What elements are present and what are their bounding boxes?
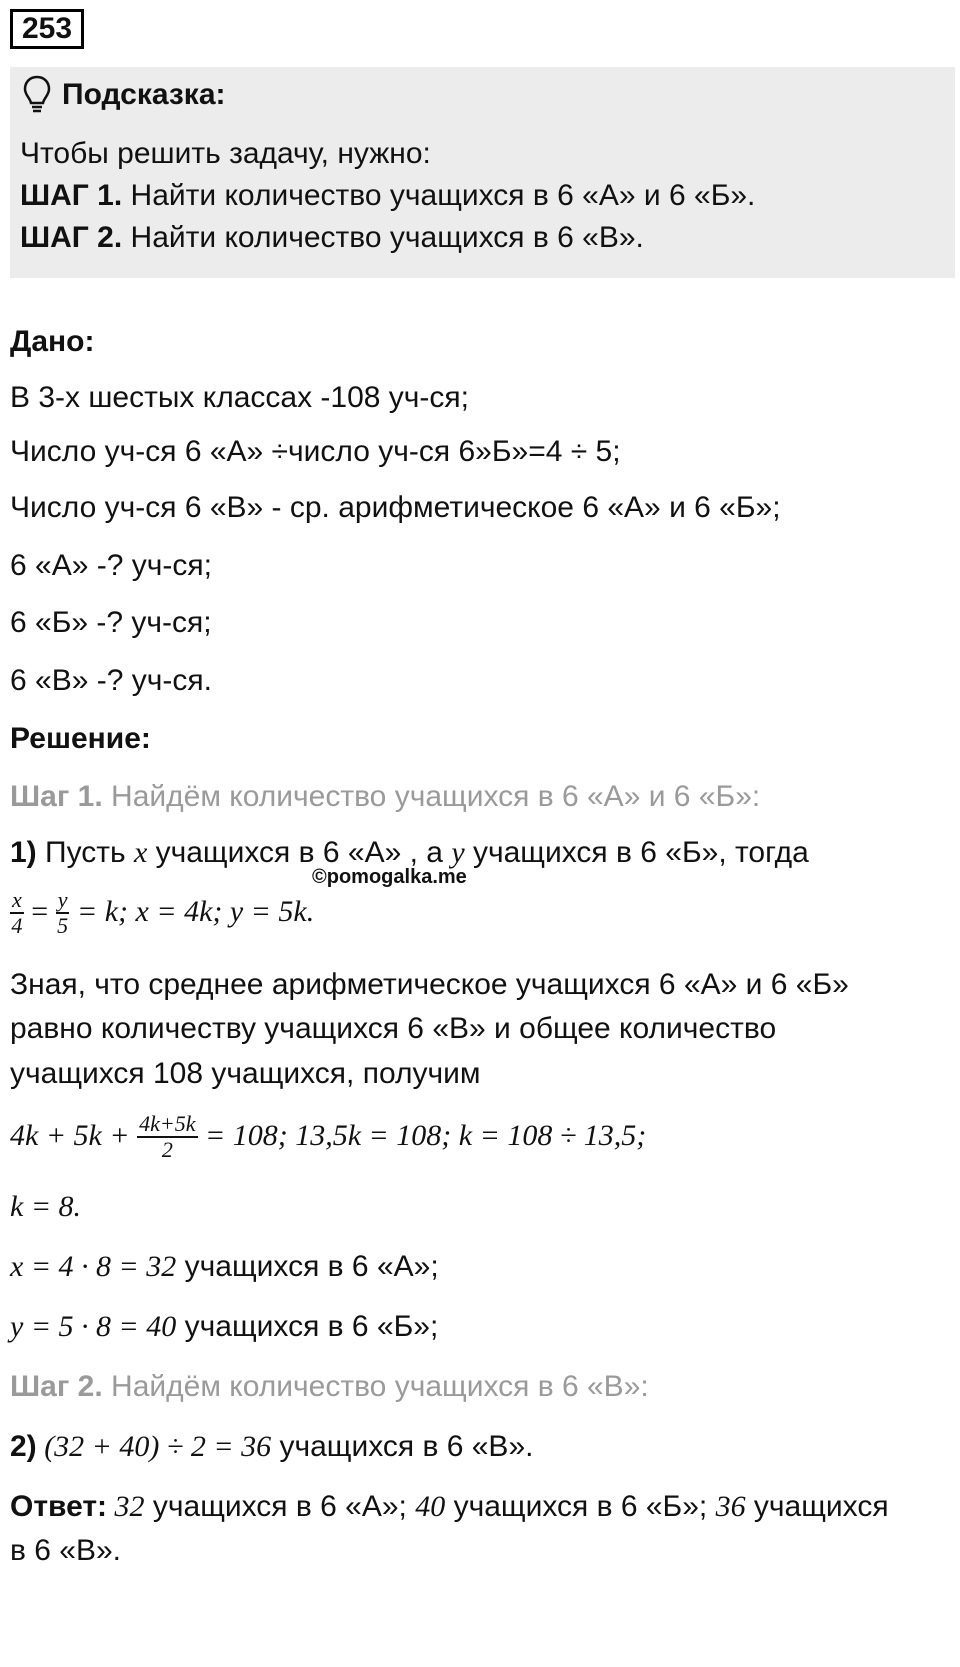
equation-1: $\frac{x}{4}$ = $\frac{y}{5}$ = k; x = 4k; y = 5k. (11, 887, 315, 938)
fraction-x-over-4: $\frac{x}{4}$ (11, 887, 23, 938)
text-line-c: учащихся 108 учащихся, получим (10, 1057, 481, 1090)
equation-2: 4k + 5k + $\frac{4k+5k}{2}$ = 108; 13,5k = 108; k = 108 ÷ 13,5; (10, 1111, 647, 1162)
text-line-b: равно количеству учащихся 6 «В» и общее количество (10, 1012, 777, 1045)
hint-title: Подсказка: (62, 78, 226, 111)
answer-line-2: в 6 «В». (10, 1534, 122, 1567)
lightbulb-icon (22, 75, 52, 115)
solution-p2: 2) (32 + 40) ÷ 2 = 36 учащихся в 6 «В». (10, 1430, 534, 1463)
hint-step2-label: ШАГ 2. (20, 221, 123, 254)
equation-4: x = 4 · 8 = 32 учащихся в 6 «А»; (10, 1250, 439, 1283)
solution-title: Решение: (10, 722, 151, 755)
fraction-y-over-5: $\frac{y}{5}$ (57, 887, 69, 938)
hint-step1 (20, 179, 755, 213)
solution-step2 (10, 1370, 649, 1404)
hint-step1-text: Найти количество учащихся в 6 «А» и 6 «Б». (122, 179, 756, 212)
hint-intro: Чтобы решить задачу, нужно: (20, 137, 431, 170)
given-line-3: Число уч-ся 6 «В» - ср. арифметическое 6 «А» и 6 «Б»; (10, 491, 781, 524)
solution-step2-label: Шаг 2. (10, 1370, 103, 1403)
given-title: Дано: (10, 325, 95, 358)
given-line-6: 6 «В» -? уч-ся. (10, 664, 212, 697)
answer-label: Ответ: (10, 1490, 108, 1523)
given-line-1: В 3-х шестых классах -108 уч-ся; (10, 381, 469, 414)
solution-step1-label: Шаг 1. (10, 780, 103, 813)
solution-step1 (10, 780, 760, 814)
solution-step2-text: Найдём количество учащихся в 6 «В»: (102, 1370, 649, 1403)
given-line-4: 6 «А» -? уч-ся; (10, 549, 212, 582)
given-line-5: 6 «Б» -? уч-ся; (10, 606, 212, 639)
hint-step2-text: Найти количество учащихся в 6 «В». (122, 221, 644, 254)
equation-3: k = 8. (10, 1190, 82, 1223)
fraction-sum-over-2: $\frac{4k+5k}{2}$ (139, 1111, 196, 1162)
watermark: ©pomogalka.me (312, 866, 467, 888)
task-number: 253 (10, 9, 84, 49)
hint-step2 (20, 221, 644, 255)
equation-5: y = 5 · 8 = 40 учащихся в 6 «Б»; (10, 1310, 439, 1343)
hint-box (10, 67, 955, 278)
hint-step1-label: ШАГ 1. (20, 179, 123, 212)
given-line-2: Число уч-ся 6 «А» ÷число уч-ся 6»Б»=4 ÷ 5; (10, 435, 621, 468)
text-line-a: Зная, что среднее арифметическое учащихся 6 «А» и 6 «Б» (10, 968, 849, 1001)
answer-line: Ответ: 32 учащихся в 6 «А»; 40 учащихся в 6 «Б»; 36 учащихся (10, 1490, 889, 1523)
solution-p1: 1) Пусть x учащихся в 6 «А» , а y учащихся в 6 «Б», тогда (10, 836, 809, 869)
solution-step1-text: Найдём количество учащихся в 6 «А» и 6 «Б»: (102, 780, 761, 813)
